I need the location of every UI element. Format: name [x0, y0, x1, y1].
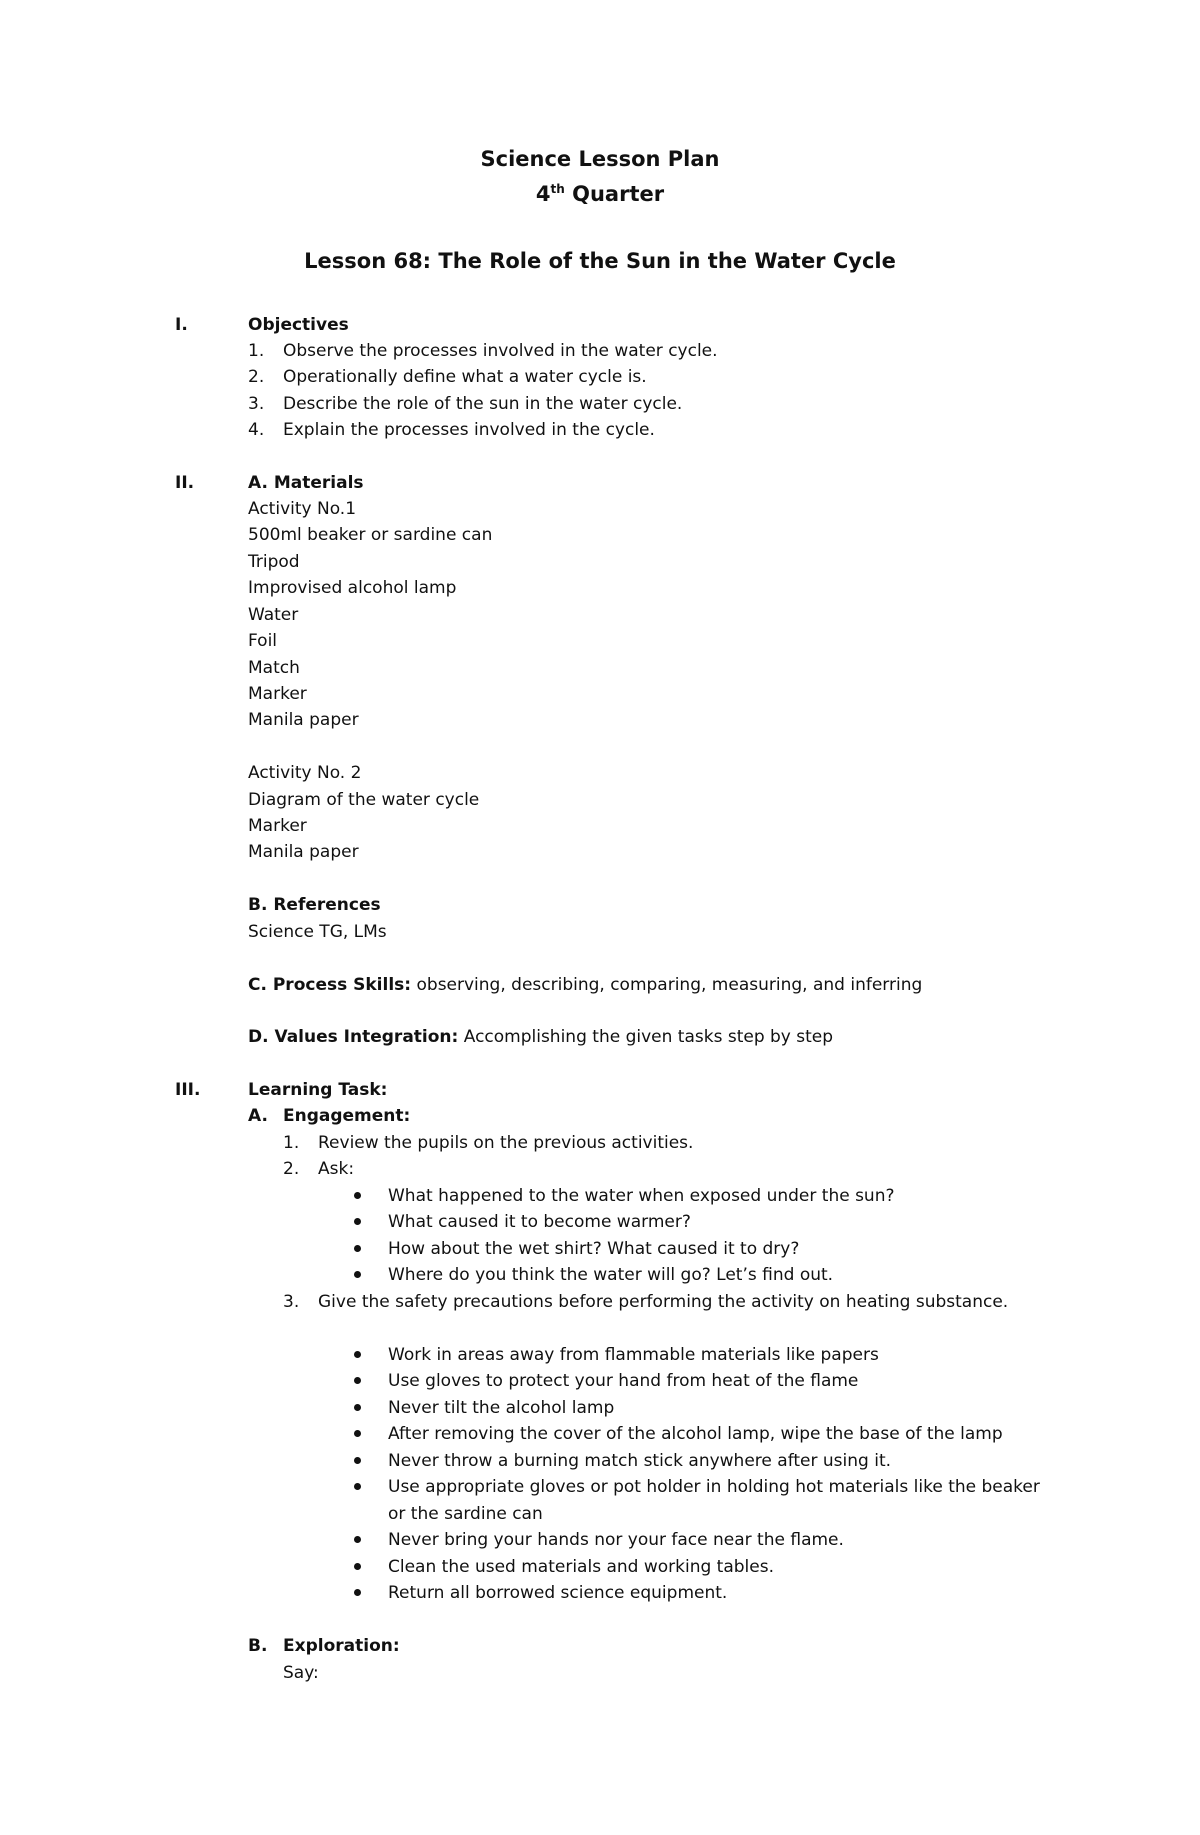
activity-1-label: Activity No.1 — [248, 499, 357, 519]
objective-number: 4. — [248, 420, 265, 440]
safety-bullet: Clean the used materials and working tables. — [388, 1557, 774, 1577]
material-item: Foil — [248, 631, 278, 651]
exploration-say: Say: — [283, 1663, 319, 1683]
quarter-number: 4 — [535, 182, 551, 206]
values-integration-label: D. Values Integration: — [248, 1027, 459, 1047]
engagement-letter: A. — [248, 1106, 268, 1126]
section-2-numeral: II. — [175, 473, 195, 493]
material-item: Water — [248, 605, 299, 625]
objective-item: Observe the processes involved in the water cycle. — [283, 341, 718, 361]
safety-bullet: Use appropriate gloves or pot holder in holding hot materials like the beaker — [388, 1477, 1040, 1497]
material-item: Match — [248, 658, 300, 678]
lesson-title: Lesson 68: The Role of the Sun in the Water Cycle — [304, 249, 896, 273]
ask-bullet: What caused it to become warmer? — [388, 1212, 691, 1232]
objective-item: Explain the processes involved in the cycle. — [283, 420, 655, 440]
references-text: Science TG, LMs — [248, 922, 387, 942]
step-text: Give the safety precautions before performing the activity on heating substance. — [318, 1292, 1009, 1312]
materials-heading: A. Materials — [248, 473, 364, 493]
bullet-dot-icon — [354, 1430, 361, 1437]
bullet-dot-icon — [354, 1351, 361, 1358]
objective-item: Describe the role of the sun in the water cycle. — [283, 394, 683, 414]
step-number: 3. — [283, 1292, 300, 1312]
safety-bullet-continuation: or the sardine can — [388, 1504, 543, 1524]
safety-bullet: After removing the cover of the alcohol lamp, wipe the base of the lamp — [388, 1424, 1003, 1444]
ask-bullet: How about the wet shirt? What caused it to dry? — [388, 1239, 800, 1259]
values-integration-line — [248, 1025, 833, 1049]
bullet-dot-icon — [354, 1483, 361, 1490]
step-number: 2. — [283, 1159, 300, 1179]
process-skills-line — [248, 973, 922, 997]
bullet-dot-icon — [354, 1192, 361, 1199]
values-integration-text: Accomplishing the given tasks step by step — [458, 1027, 834, 1047]
material-item: Tripod — [248, 552, 300, 572]
bullet-dot-icon — [354, 1589, 361, 1596]
objective-number: 3. — [248, 394, 265, 414]
quarter-word: Quarter — [572, 182, 665, 206]
bullet-dot-icon — [354, 1271, 361, 1278]
bullet-dot-icon — [354, 1218, 361, 1225]
material-item: 500ml beaker or sardine can — [248, 525, 493, 545]
safety-bullet: Never throw a burning match stick anywhere after using it. — [388, 1451, 892, 1471]
safety-bullet: Return all borrowed science equipment. — [388, 1583, 728, 1603]
objective-item: Operationally define what a water cycle is. — [283, 367, 647, 387]
bullet-dot-icon — [354, 1563, 361, 1570]
ask-bullet: Where do you think the water will go? Let’s find out. — [388, 1265, 834, 1285]
material-item: Marker — [248, 816, 307, 836]
step-text: Ask: — [318, 1159, 355, 1179]
bullet-dot-icon — [354, 1377, 361, 1384]
quarter-heading — [0, 180, 1200, 208]
document-title: Science Lesson Plan — [480, 147, 720, 171]
safety-bullet: Never bring your hands nor your face near the flame. — [388, 1530, 844, 1550]
material-item: Improvised alcohol lamp — [248, 578, 457, 598]
step-text: Review the pupils on the previous activities. — [318, 1133, 694, 1153]
safety-bullet: Work in areas away from flammable materials like papers — [388, 1345, 879, 1365]
safety-bullet: Use gloves to protect your hand from heat of the flame — [388, 1371, 859, 1391]
safety-bullet: Never tilt the alcohol lamp — [388, 1398, 615, 1418]
exploration-heading: Exploration: — [283, 1636, 400, 1656]
references-heading: B. References — [248, 895, 381, 915]
ask-bullet: What happened to the water when exposed under the sun? — [388, 1186, 895, 1206]
material-item: Diagram of the water cycle — [248, 790, 480, 810]
quarter-ordinal: th — [550, 182, 565, 196]
bullet-dot-icon — [354, 1404, 361, 1411]
material-item: Manila paper — [248, 842, 359, 862]
process-skills-label: C. Process Skills: — [248, 975, 412, 995]
activity-2-label: Activity No. 2 — [248, 763, 362, 783]
section-3-numeral: III. — [175, 1080, 201, 1100]
objectives-heading: Objectives — [248, 315, 349, 335]
material-item: Marker — [248, 684, 307, 704]
bullet-dot-icon — [354, 1245, 361, 1252]
objective-number: 1. — [248, 341, 265, 361]
exploration-letter: B. — [248, 1636, 268, 1656]
section-1-numeral: I. — [175, 315, 188, 335]
step-number: 1. — [283, 1133, 300, 1153]
process-skills-text: observing, describing, comparing, measuring, and inferring — [411, 975, 923, 995]
bullet-dot-icon — [354, 1536, 361, 1543]
bullet-dot-icon — [354, 1457, 361, 1464]
engagement-heading: Engagement: — [283, 1106, 411, 1126]
objective-number: 2. — [248, 367, 265, 387]
learning-task-heading: Learning Task: — [248, 1080, 388, 1100]
material-item: Manila paper — [248, 710, 359, 730]
